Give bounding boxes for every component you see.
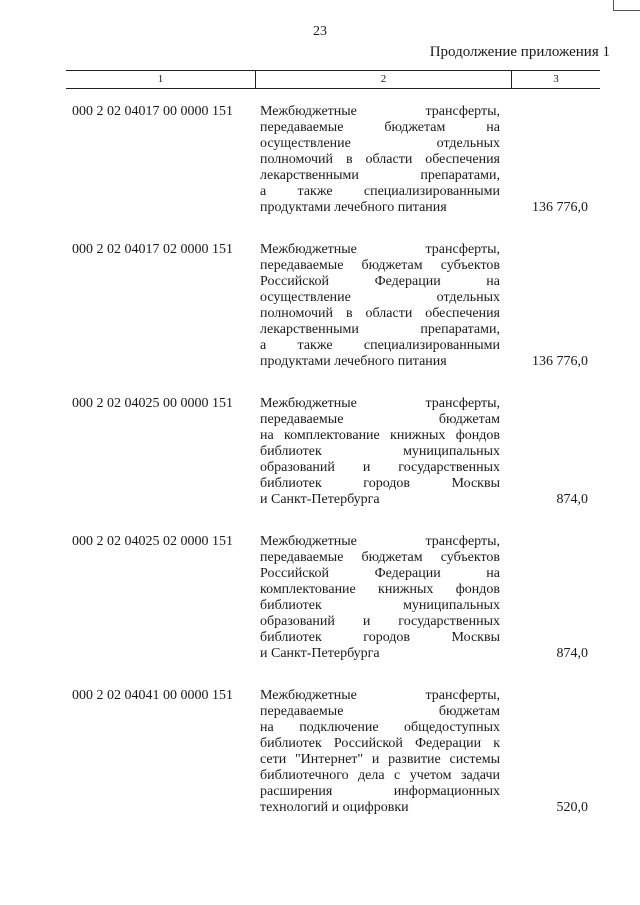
- page-number: 23: [313, 24, 327, 39]
- budget-code: 000 2 02 04017 00 0000 151: [72, 104, 233, 119]
- description-line: Межбюджетные трансферты,: [260, 242, 500, 257]
- row-description: [260, 534, 500, 662]
- description-line: комплектование книжных фондов: [260, 582, 500, 597]
- description-line: на подключение общедоступных: [260, 720, 500, 735]
- description-line: передаваемые бюджетам на: [260, 120, 500, 135]
- description-line: и Санкт-Петербурга: [260, 646, 380, 661]
- row-amount: 520,0: [556, 800, 588, 815]
- appendix-continuation-title: Продолжение приложения 1: [429, 44, 610, 60]
- description-line: библиотечного дела с учетом задачи: [260, 768, 500, 783]
- table-row: [0, 396, 640, 508]
- description-line: Российской Федерации на: [260, 274, 500, 289]
- table-row: [0, 104, 640, 216]
- description-line: библиотек городов Москвы: [260, 476, 500, 491]
- description-line: осуществление отдельных: [260, 136, 500, 151]
- table-row: [0, 534, 640, 662]
- description-line: лекарственными препаратами,: [260, 168, 500, 183]
- table-row: [0, 688, 640, 816]
- description-line: библиотек муниципальных: [260, 444, 500, 459]
- description-line: образований и государственных: [260, 614, 500, 629]
- description-line: библиотек городов Москвы: [260, 630, 500, 645]
- budget-code: 000 2 02 04025 02 0000 151: [72, 534, 233, 549]
- description-line: технологий и оцифровки: [260, 800, 409, 815]
- description-line: сети "Интернет" и развитие системы: [260, 752, 500, 767]
- table-row: [0, 242, 640, 370]
- description-line: библиотек муниципальных: [260, 598, 500, 613]
- column-header-row: [66, 70, 600, 89]
- description-line: передаваемые бюджетам: [260, 412, 500, 427]
- description-line: а также специализированными: [260, 338, 500, 353]
- description-line: Российской Федерации на: [260, 566, 500, 581]
- row-description: [260, 396, 500, 508]
- row-amount: 874,0: [556, 492, 588, 507]
- description-line: полномочий в области обеспечения: [260, 152, 500, 167]
- description-line: Межбюджетные трансферты,: [260, 534, 500, 549]
- corner-mark: [613, 0, 640, 11]
- column-header-1: 1: [66, 71, 256, 88]
- description-line: а также специализированными: [260, 184, 500, 199]
- row-amount: 136 776,0: [532, 354, 588, 369]
- column-header-2: 2: [256, 71, 512, 88]
- description-line: Межбюджетные трансферты,: [260, 688, 500, 703]
- description-line: осуществление отдельных: [260, 290, 500, 305]
- description-line: полномочий в области обеспечения: [260, 306, 500, 321]
- description-line: образований и государственных: [260, 460, 500, 475]
- description-line: продуктами лечебного питания: [260, 354, 447, 369]
- description-line: Межбюджетные трансферты,: [260, 396, 500, 411]
- column-header-3: 3: [553, 73, 559, 85]
- description-line: и Санкт-Петербурга: [260, 492, 380, 507]
- row-description: [260, 104, 500, 216]
- description-line: лекарственными препаратами,: [260, 322, 500, 337]
- row-description: [260, 688, 500, 816]
- row-amount: 136 776,0: [532, 200, 588, 215]
- description-line: продуктами лечебного питания: [260, 200, 447, 215]
- description-line: передаваемые бюджетам субъектов: [260, 258, 500, 273]
- description-line: расширения информационных: [260, 784, 500, 799]
- row-amount: 874,0: [556, 646, 588, 661]
- row-description: [260, 242, 500, 370]
- description-line: передаваемые бюджетам: [260, 704, 500, 719]
- description-line: Межбюджетные трансферты,: [260, 104, 500, 119]
- description-line: библиотек Российской Федерации к: [260, 736, 500, 751]
- budget-code: 000 2 02 04025 00 0000 151: [72, 396, 233, 411]
- description-line: передаваемые бюджетам субъектов: [260, 550, 500, 565]
- description-line: на комплектование книжных фондов: [260, 428, 500, 443]
- budget-code: 000 2 02 04041 00 0000 151: [72, 688, 233, 703]
- budget-code: 000 2 02 04017 02 0000 151: [72, 242, 233, 257]
